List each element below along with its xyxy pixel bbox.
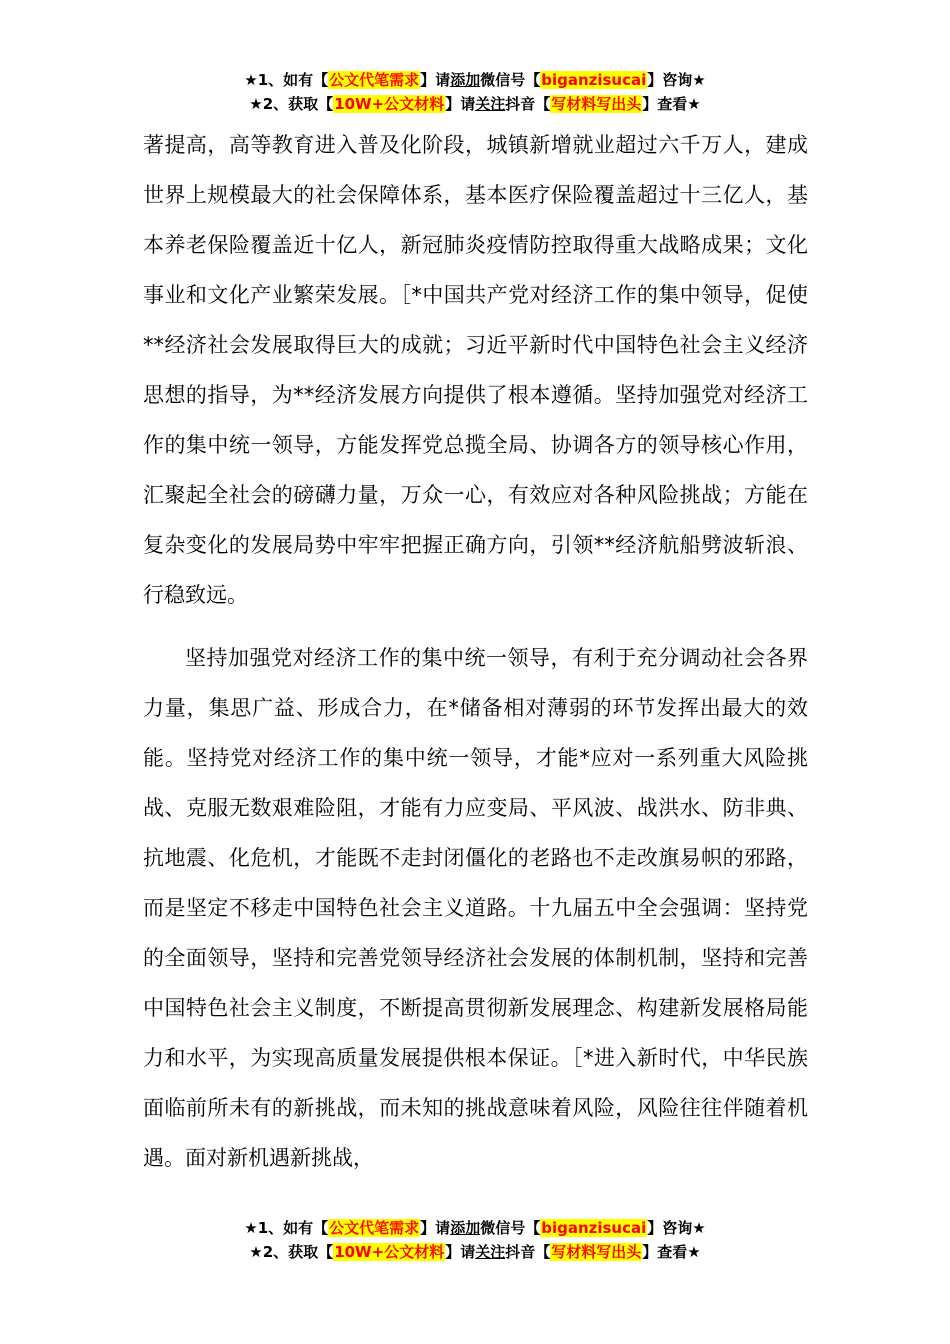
banner-line-2-highlight-materials: 10W+公文材料 <box>334 95 445 113</box>
banner-line-2 <box>0 92 950 116</box>
banner-line-1-post: 】咨询★ <box>647 71 706 89</box>
footer-line-2-highlight-materials: 10W+公文材料 <box>334 1243 445 1261</box>
banner-line-1-highlight-service: 公文代笔需求 <box>329 71 420 89</box>
footer-line-2-post: 】查看★ <box>642 1243 701 1261</box>
footer-line-1-underlined: 添加 <box>450 1219 481 1237</box>
footer-line-2-highlight-douyin: 写材料写出头 <box>551 1243 642 1261</box>
footer-line-2-mid2: 抖音【 <box>505 1243 551 1261</box>
paragraph-1: 著提高，高等教育进入普及化阶段，城镇新增就业超过六千万人，建成世界上规模最大的社会保障体系，基本医疗保险覆盖超过十三亿人，基本养老保险覆盖近十亿人，新冠肺炎疫情防控取得重大战略成果；文化事业和文化产业繁荣发展。［*中国共产党对经济工作的集中领导，促使**经济社会发展取得巨大的成就；习近平新时代中国特色社会主义经济思想的指导，为**经济发展方向提供了根本遵循。坚持加强党对经济工作的集中统一领导，方能发挥党总揽全局、协调各方的领导核心作用，汇聚起全社会的磅礴力量，万众一心，有效应对各种风险挑战；方能在复杂变化的发展局势中牢牢把握正确方向，引领**经济航船劈波斩浪、行稳致远。 <box>143 133 808 607</box>
banner-line-2-mid2: 抖音【 <box>505 95 551 113</box>
footer-line-1-highlight-service: 公文代笔需求 <box>329 1219 420 1237</box>
paragraph-2: 坚持加强党对经济工作的集中统一领导，有利于充分调动社会各界力量，集思广益、形成合力，在*储备相对薄弱的环节发挥出最大的效能。坚持党对经济工作的集中统一领导，才能*应对一系列重大风险挑战、克服无数艰难险阻，才能有力应变局、平风波、战洪水、防非典、抗地震、化危机，才能既不走封闭僵化的老路也不走改旗易帜的邪路，而是坚定不移走中国特色社会主义道路。十九届五中全会强调：坚持党的全面领导，坚持和完善党领导经济社会发展的体制机制，坚持和完善中国特色社会主义制度，不断提高贯彻新发展理念、构建新发展格局能力和水平，为实现高质量发展提供根本保证。［*进入新时代，中华民族面临前所未有的新挑战，而未知的挑战意味着风险，风险往往伴随着机遇。面对新机遇新挑战， <box>143 646 808 1170</box>
footer-line-2 <box>0 1240 950 1264</box>
footer-line-1-mid2: 微信号【 <box>480 1219 541 1237</box>
banner-line-1-underlined: 添加 <box>450 71 481 89</box>
banner-line-2-pre: ★2、获取【 <box>249 95 334 113</box>
banner-line-2-mid: 】请 <box>445 95 476 113</box>
banner-line-1-pre: ★1、如有【 <box>244 71 329 89</box>
footer-line-1 <box>0 1216 950 1240</box>
footer-line-2-pre: ★2、获取【 <box>249 1243 334 1261</box>
banner-line-2-post: 】查看★ <box>642 95 701 113</box>
footer-banner <box>0 1216 950 1264</box>
banner-line-1-mid: 】请 <box>420 71 451 89</box>
banner-line-1 <box>0 68 950 92</box>
banner-line-2-highlight-douyin: 写材料写出头 <box>551 95 642 113</box>
header-banner <box>0 68 950 116</box>
footer-line-1-post: 】咨询★ <box>647 1219 706 1237</box>
footer-line-1-pre: ★1、如有【 <box>244 1219 329 1237</box>
banner-line-2-underlined: 关注 <box>475 95 506 113</box>
document-body <box>143 120 808 1183</box>
footer-line-2-underlined: 关注 <box>475 1243 506 1261</box>
banner-line-1-highlight-wechat: biganzisucai <box>541 71 647 89</box>
footer-line-1-mid: 】请 <box>420 1219 451 1237</box>
banner-line-1-mid2: 微信号【 <box>480 71 541 89</box>
footer-line-1-highlight-wechat: biganzisucai <box>541 1219 647 1237</box>
footer-line-2-mid: 】请 <box>445 1243 476 1261</box>
